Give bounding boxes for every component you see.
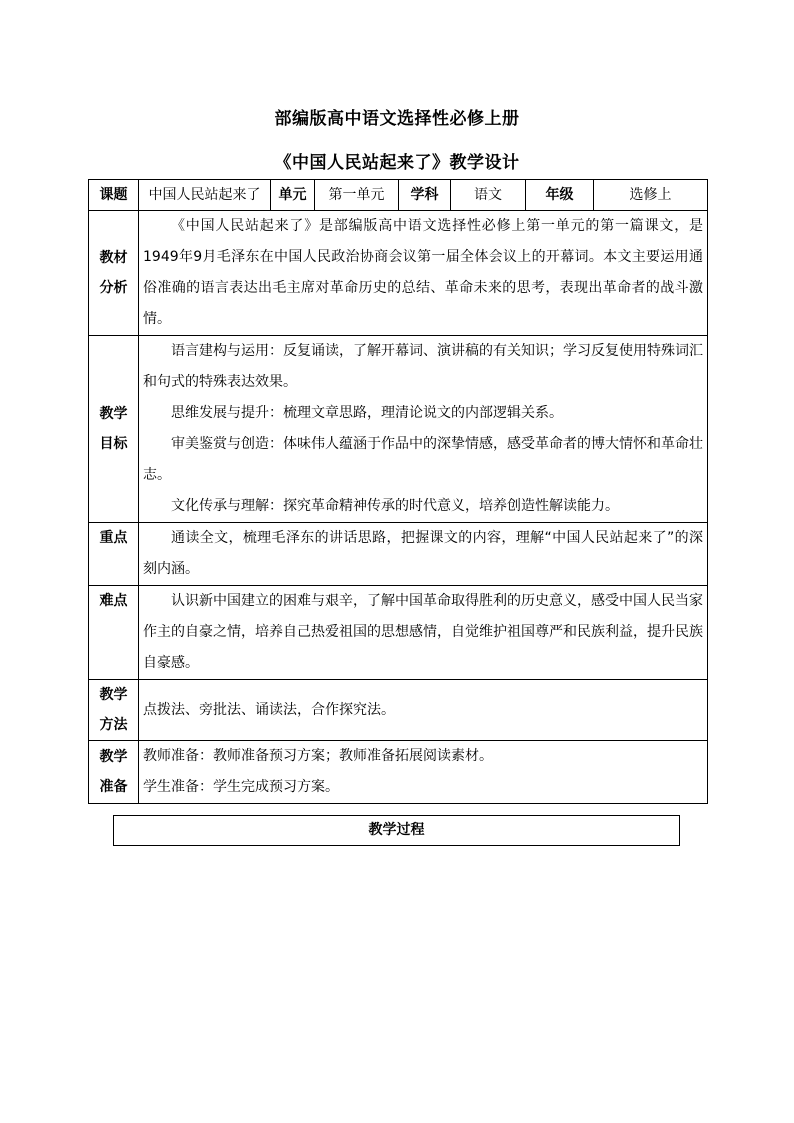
goal-item: 思维发展与提升：梳理文章思路，理清论说文的内部逻辑关系。 <box>171 405 563 421</box>
grade-value: 选修上 <box>594 180 708 211</box>
key-point-content <box>139 523 708 586</box>
material-label-line1: 教材 <box>99 250 128 266</box>
method-label <box>89 680 139 741</box>
goals-row <box>89 336 708 523</box>
material-row <box>89 211 708 336</box>
method-text: 点拨法、旁批法、诵读法，合作探究法。 <box>143 701 395 718</box>
subject-value: 语文 <box>451 180 526 211</box>
unit-value: 第一单元 <box>315 180 399 211</box>
subject-label: 学科 <box>399 180 451 211</box>
goal-item: 语言建构与运用：反复诵读，了解开幕词、演讲稿的有关知识；学习反复使用特殊词汇和句式的特殊表达效果。 <box>143 343 703 390</box>
goals-label <box>89 336 139 523</box>
goals-label-line1: 教学 <box>99 406 128 422</box>
document-title: 部编版高中语文选择性必修上册 <box>274 109 520 129</box>
difficulty-label: 难点 <box>89 586 139 680</box>
prep-label <box>89 741 139 804</box>
document-subtitle: 《中国人民站起来了》教学设计 <box>274 153 520 173</box>
goals-label-line2: 目标 <box>99 436 128 452</box>
method-label-line1: 教学 <box>99 687 128 703</box>
difficulty-row <box>89 586 708 680</box>
unit-label: 单元 <box>271 180 315 211</box>
key-point-text: 通读全文，梳理毛泽东的讲话思路，把握课文的内容，理解“中国人民站起来了”的深刻内涵。 <box>143 530 703 577</box>
material-text: 《中国人民站起来了》是部编版高中语文选择性必修上第一单元的第一篇课文，是1949年9月毛泽东在中国人民政治协商会议第一届全体会议上的开幕词。本文主要运用通俗准确的语言表达出毛主席对革命历史的总结、革命未来的思考，表现出革命者的战斗激情。 <box>143 218 703 327</box>
goal-item: 审美鉴赏与创造：体味伟人蕴涵于作品中的深挚情感，感受革命者的博大情怀和革命壮志。 <box>143 436 703 483</box>
difficulty-text: 认识新中国建立的困难与艰辛，了解中国革命取得胜利的历史意义，感受中国人民当家作主的自豪之情，培养自己热爱祖国的思想感情，自觉维护祖国尊严和民族利益，提升民族自豪感。 <box>143 593 703 671</box>
prep-content <box>139 741 708 804</box>
prep-teacher-text: 教师准备：教师准备预习方案；教师准备拓展阅读素材。 <box>143 748 493 764</box>
difficulty-content <box>139 586 708 680</box>
goal-item: 文化传承与理解：探究革命精神传承的时代意义，培养创造性解读能力。 <box>171 498 619 514</box>
lesson-label: 课题 <box>89 180 139 211</box>
prep-label-line2: 准备 <box>99 779 128 795</box>
material-label-line2: 分析 <box>99 280 128 296</box>
grade-label: 年级 <box>526 180 594 211</box>
key-point-row <box>89 523 708 586</box>
lesson-value: 中国人民站起来了 <box>139 180 271 211</box>
material-label <box>89 211 139 336</box>
method-row <box>89 680 708 741</box>
method-content <box>139 680 708 741</box>
prep-row <box>89 741 708 804</box>
goals-content <box>139 336 708 523</box>
method-label-line2: 方法 <box>99 717 128 733</box>
prep-label-line1: 教学 <box>99 749 128 765</box>
lesson-plan-table <box>88 179 708 804</box>
header-row <box>89 180 708 211</box>
key-point-label: 重点 <box>89 523 139 586</box>
material-content <box>139 211 708 336</box>
teaching-process-header: 教学过程 <box>113 815 680 846</box>
prep-student-text: 学生准备：学生完成预习方案。 <box>143 779 339 795</box>
